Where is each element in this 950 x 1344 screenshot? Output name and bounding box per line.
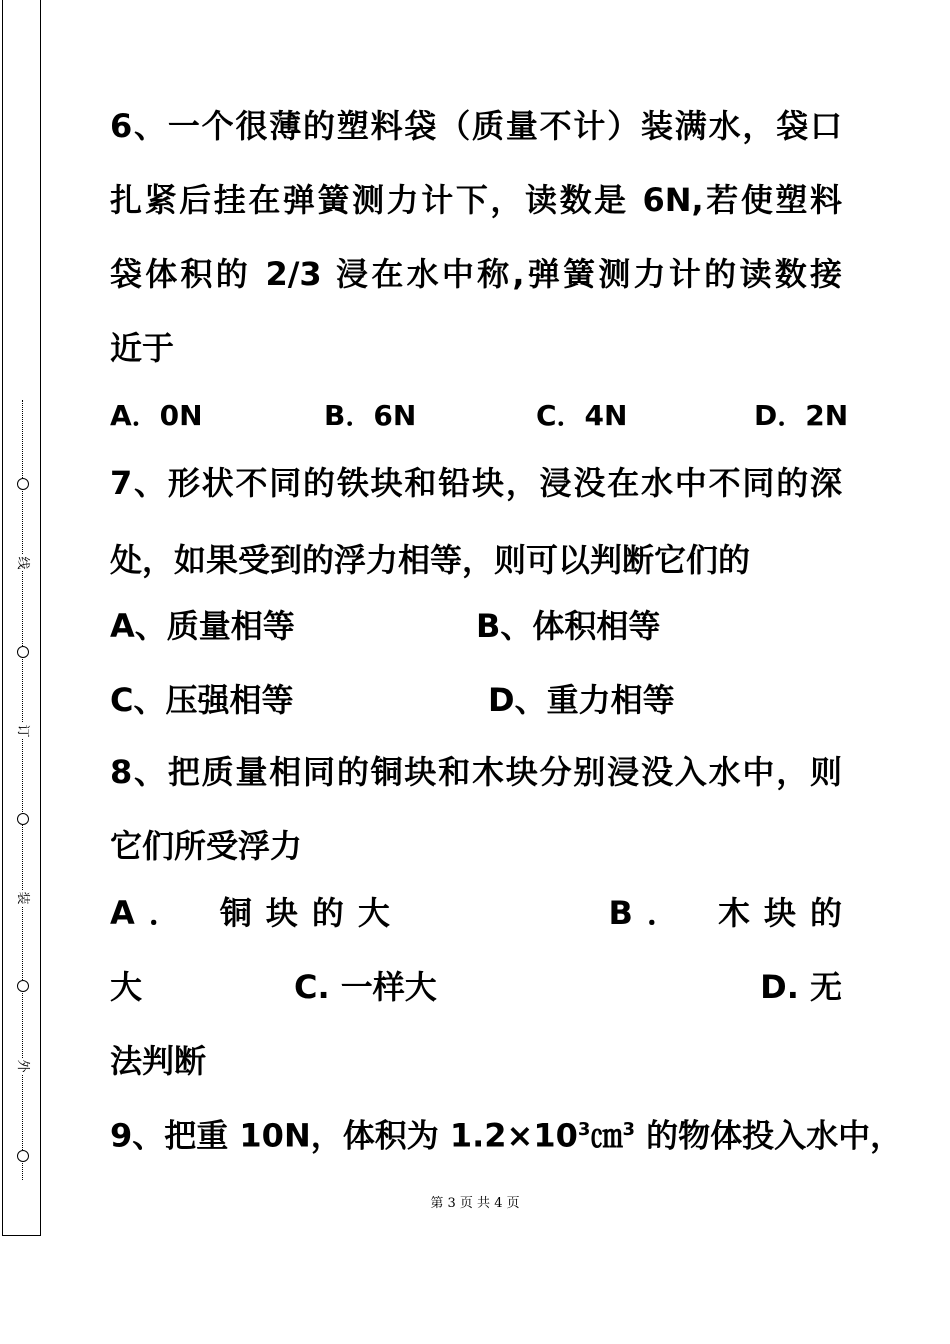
q6-option-b: B．6N [324,399,417,432]
binding-label-wai: 外 [15,1059,30,1073]
q6-line-3: 袋体积的 2/3 浸在水中称,弹簧测力计的读数接 [110,255,842,293]
q9-line-1-pre: 9、把重 10N，体积为 1.2×10 [110,1116,578,1155]
q7-option-d: D、重力相等 [488,681,675,719]
binding-label-xian: 线 [15,556,30,570]
q7-options-row-1 [110,606,842,646]
q8-option-d-cont: 法判断 [110,1042,207,1080]
q9-line-1-post: 的物体投入水中， [634,1116,903,1155]
binding-label-zhuang: 装 [15,891,30,905]
binding-circle-mark [17,478,29,490]
q6-option-d: D．2N [754,399,849,432]
q8-options-row-1 [110,893,856,933]
q9-line-1 [110,1110,903,1155]
binding-circle-mark [17,1150,29,1162]
q8-option-c: C. 一样大 [294,968,437,1006]
q8-option-b-cont: 大 [110,968,143,1006]
q7-options-row-2 [110,680,842,720]
q6-line-1: 6、一个很薄的塑料袋（质量不计）装满水，袋口 [110,107,842,145]
q9-exponent-1: 3 [577,1119,591,1140]
q7-line-1: 7、形状不同的铁块和铅块，浸没在水中不同的深 [110,464,842,502]
q9-exponent-2: 3 [622,1119,635,1140]
q8-option-a: A． 铜块的大 [110,894,404,932]
q6-option-c: C．4N [536,399,628,432]
q7-option-c: C、压强相等 [110,681,294,719]
binding-circle-mark [17,813,29,825]
q6-options [110,396,849,436]
q6-line-2: 扎紧后挂在弹簧测力计下，读数是 6N,若使塑料 [110,181,842,219]
q7-line-2: 处，如果受到的浮力相等，则可以判断它们的 [110,541,751,579]
q8-option-b: B． 木块的 [608,894,856,932]
binding-circle-mark [17,646,29,658]
q8-line-1: 8、把质量相同的铜块和木块分别浸没入水中，则 [110,753,842,791]
q8-line-2: 它们所受浮力 [110,827,303,865]
q7-option-b: B、体积相等 [476,607,661,645]
binding-label-ding: 订 [15,724,30,738]
q6-option-a: A．0N [110,399,203,432]
q6-line-4: 近于 [110,329,175,367]
q9-unit: ㎝ [590,1116,623,1155]
page-footer: 第 3 页 共 4 页 [430,1196,520,1211]
q8-option-d: D. 无 [760,968,842,1006]
binding-circle-mark [17,980,29,992]
q8-options-row-2 [110,967,842,1007]
q7-option-a: A、质量相等 [110,607,295,645]
